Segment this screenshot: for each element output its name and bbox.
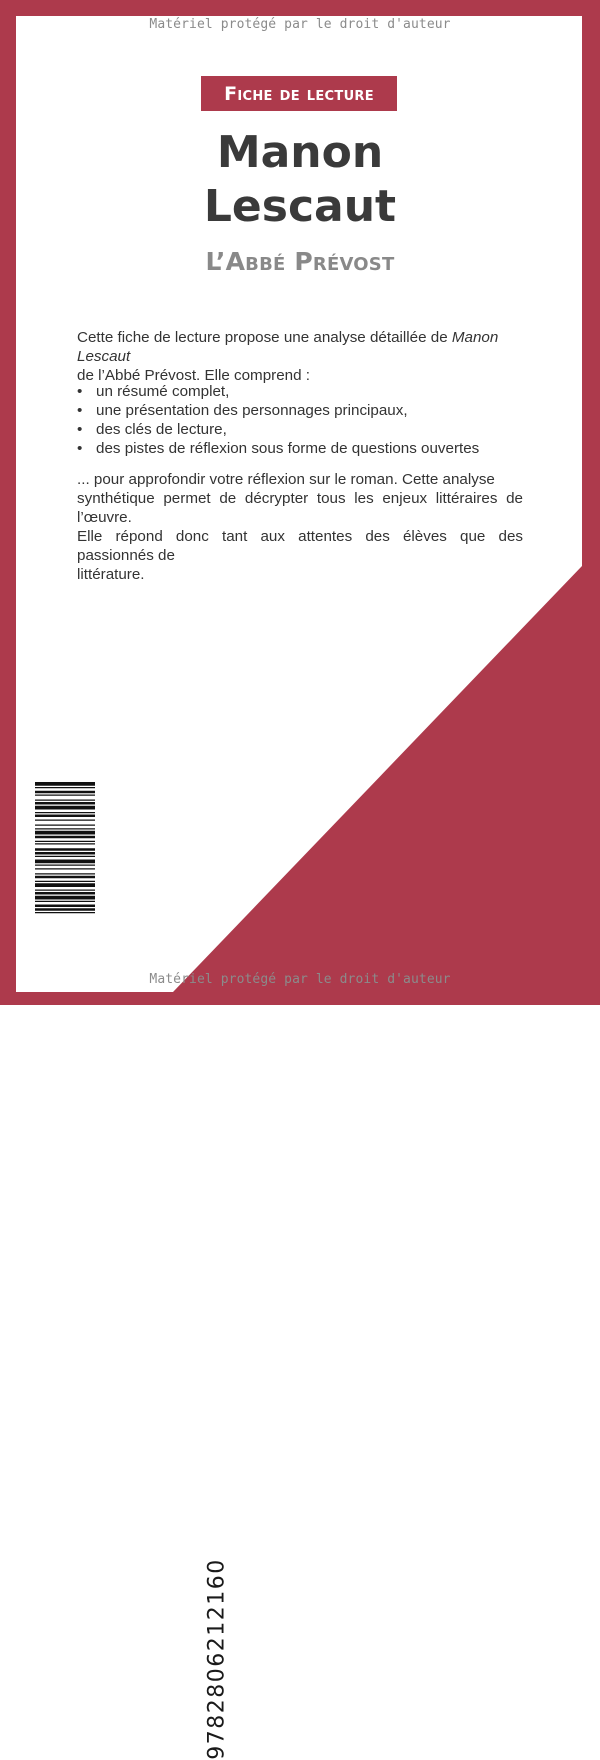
barcode-bar — [35, 860, 95, 864]
barcode-bar — [35, 782, 95, 786]
list-item: • des pistes de réflexion sous forme de questions ouvertes — [77, 439, 523, 458]
barcode-bar — [35, 901, 95, 902]
book-title-line2: Lescaut — [203, 181, 397, 232]
book-title-line1: Manon — [216, 127, 384, 178]
isbn-container — [102, 782, 230, 1760]
outro-line: ... pour approfondir votre réflexion sur le roman. Cette analyse — [77, 471, 495, 488]
barcode-bar — [35, 820, 95, 821]
barcode-bar — [35, 791, 95, 794]
barcode-bar — [35, 865, 95, 866]
barcode — [35, 782, 95, 974]
barcode-bar — [35, 802, 95, 805]
contents-list — [77, 382, 523, 458]
copyright-watermark-top: Matériel protégé par le droit d'auteur — [149, 17, 451, 32]
barcode-bar — [35, 881, 95, 882]
barcode-bar — [35, 843, 95, 844]
copyright-watermark-bottom: Matériel protégé par le droit d'auteur — [149, 972, 451, 987]
book-author: L’Abbé Prévost — [205, 247, 395, 276]
list-item: • une présentation des personnages principaux, — [77, 401, 523, 420]
list-item: • des clés de lecture, — [77, 420, 523, 439]
barcode-bar — [35, 800, 95, 801]
barcode-bar — [35, 883, 95, 887]
barcode-bar — [35, 815, 95, 818]
outro-line: synthétique permet de décrypter tous les enjeux littéraires de l’œuvre. — [77, 490, 523, 526]
barcode-bar — [35, 825, 95, 826]
intro-paragraph — [77, 328, 523, 385]
barcode-bar — [35, 856, 95, 857]
barcode-bar — [35, 831, 95, 835]
intro-title-italic: Manon Lescaut — [77, 329, 499, 365]
barcode-bar — [35, 836, 95, 839]
outro-line: Elle répond donc tant aux attentes des élèves que des passionnés de — [77, 528, 523, 564]
outro-paragraph — [77, 470, 523, 584]
barcode-bar — [35, 787, 95, 788]
list-item: • un résumé complet, — [77, 382, 523, 401]
intro-text-line2: de l’Abbé Prévost. Elle comprend : — [77, 367, 310, 384]
barcode-bar — [35, 912, 95, 913]
reading-sheet-label: Fiche de lecture — [201, 76, 397, 111]
intro-text: Cette fiche de lecture propose une analyse détaillée de — [77, 329, 452, 346]
barcode-bar — [35, 812, 95, 813]
barcode-bar — [35, 828, 95, 829]
barcode-bar — [35, 868, 95, 869]
isbn-number: 9782806212160 — [204, 1558, 230, 1760]
barcode-bar — [35, 908, 95, 911]
barcode-bar — [35, 905, 95, 908]
barcode-bar — [35, 873, 95, 874]
barcode-bar — [35, 896, 95, 900]
barcode-bar — [35, 876, 95, 879]
barcode-bar — [35, 848, 95, 851]
barcode-bar — [35, 892, 95, 895]
barcode-bar — [35, 841, 95, 842]
barcode-bar — [35, 795, 95, 796]
barcode-bar — [35, 852, 95, 855]
barcode-bar — [35, 806, 95, 810]
outro-line: littérature. — [77, 566, 145, 583]
barcode-bar — [35, 890, 95, 891]
